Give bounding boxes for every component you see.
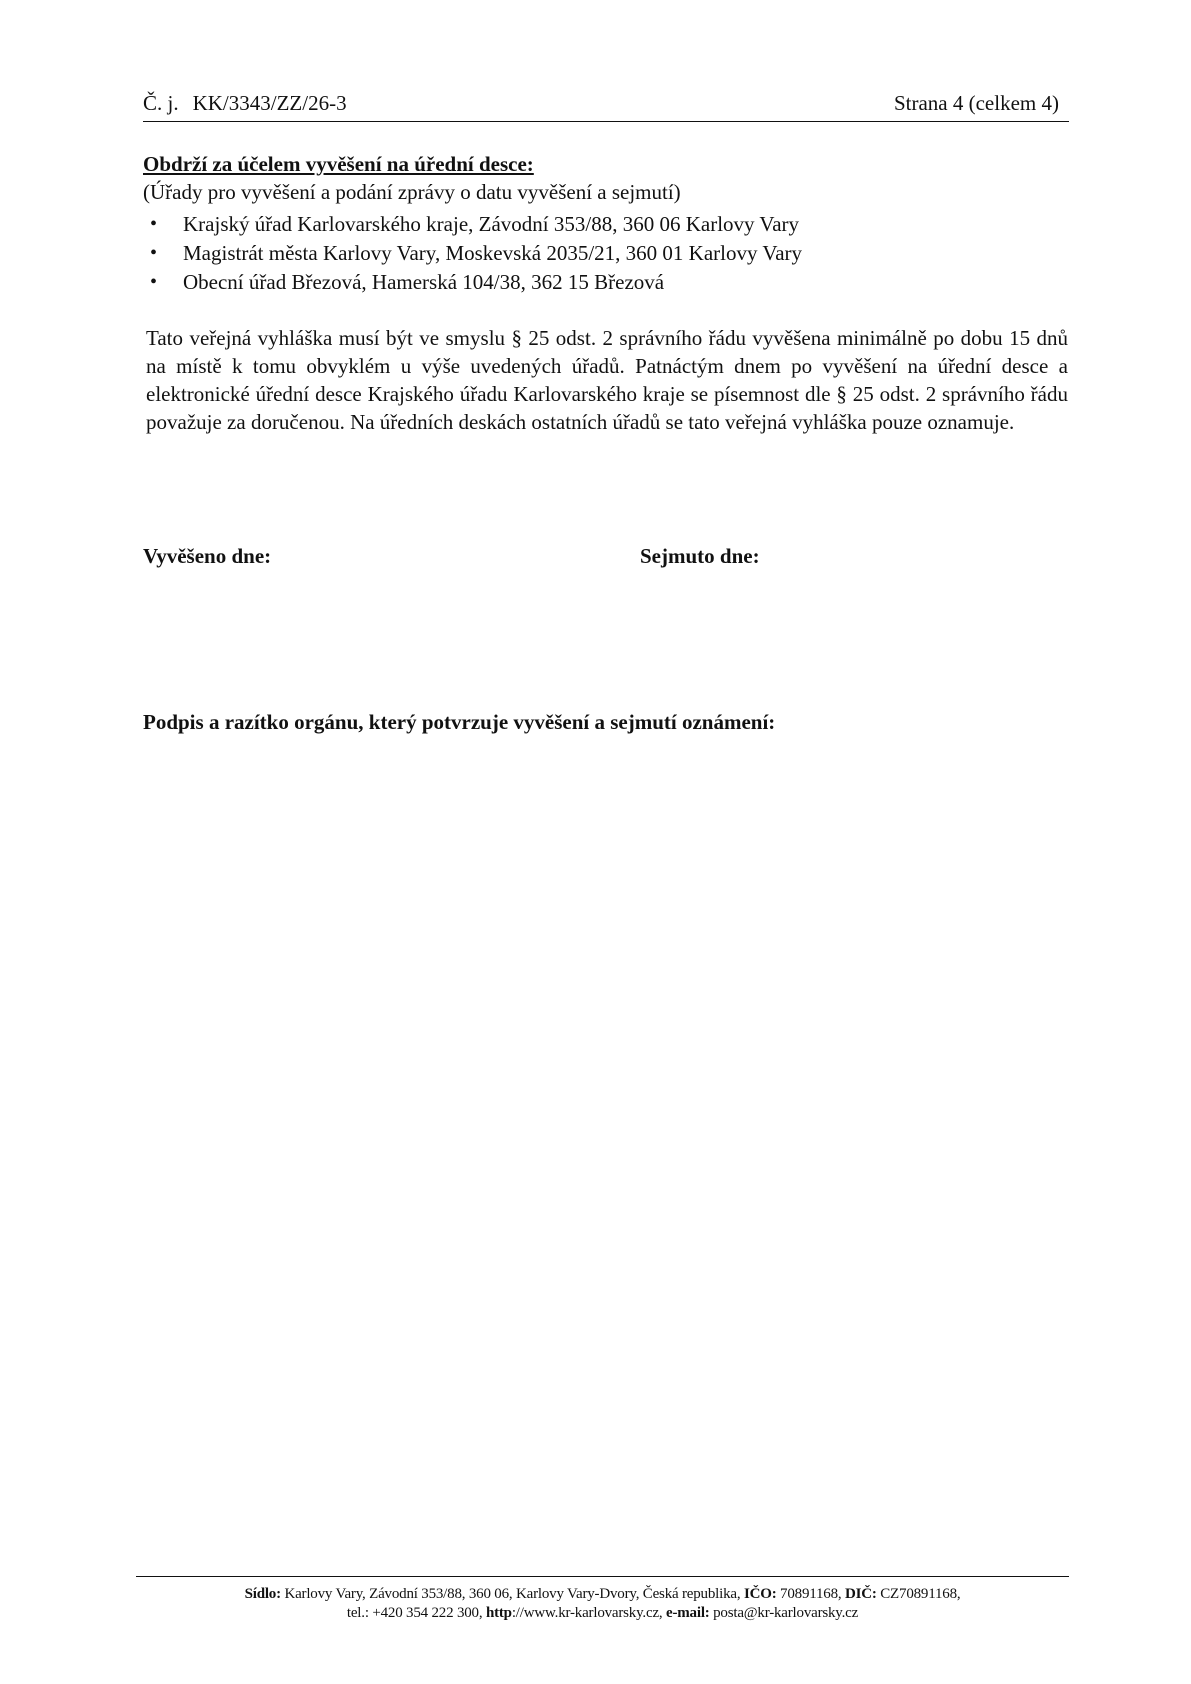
- list-item: • Obecní úřad Březová, Hamerská 104/38, 362 15 Březová: [143, 268, 1069, 297]
- reference-number: [143, 91, 347, 116]
- posted-date-label: Vyvěšeno dne:: [143, 544, 272, 568]
- footer-ico-label: IČO:: [743, 1586, 777, 1602]
- footer-line-1: [136, 1585, 1069, 1604]
- distribution-title: Obdrží za účelem vyvěšení na úřední desce:: [143, 152, 534, 176]
- footer-ico-value: 70891168,: [776, 1586, 845, 1602]
- footer-divider: [136, 1576, 1069, 1577]
- footer-website[interactable]: ://www.kr-karlovarsky.cz,: [511, 1605, 666, 1621]
- footer-http-label: http: [485, 1605, 512, 1621]
- footer-dic-value: CZ70891168,: [876, 1586, 961, 1602]
- footer-dic-label: DIČ:: [845, 1586, 877, 1602]
- footer-email-label: e-mail:: [666, 1605, 710, 1621]
- notice-paragraph: Tato veřejná vyhláška musí být ve smyslu § 25 odst. 2 správního řádu vyvěšena minimálně po dobu 15 dnů na místě k tomu obvyklém u výše uvedených úřadů. Patnáctým dnem po vyvěšení na úřední desce a elektronické úřední desce Krajského úřadu Karlovarského kraje se písemnost dle § 25 odst. 2 správního řádu považuje za doručenou. Na úředních deskách ostatních úřadů se tato veřejná vyhláška pouze oznamuje.: [146, 326, 1068, 434]
- reference-prefix: Č. j.: [143, 91, 179, 115]
- footer-seat-text: Karlovy Vary, Závodní 353/88, 360 06, Karlovy Vary-Dvory, Česká republika,: [280, 1586, 744, 1602]
- recipient-list: [143, 210, 1069, 297]
- footer-line-2: [136, 1604, 1069, 1623]
- list-item: • Krajský úřad Karlovarského kraje, Závodní 353/88, 360 06 Karlovy Vary: [143, 210, 1069, 239]
- footer-seat-label: Sídlo:: [244, 1586, 281, 1602]
- footer-phone: tel.: +420 354 222 300,: [346, 1605, 486, 1621]
- page-number: Strana 4 (celkem 4): [893, 91, 1059, 115]
- page-header: [143, 91, 1069, 122]
- page-footer: [136, 1585, 1069, 1623]
- signature-label: Podpis a razítko orgánu, který potvrzuje vyvěšení a sejmutí oznámení:: [143, 710, 776, 734]
- removed-date-label: Sejmuto dne:: [640, 544, 760, 568]
- reference-value: KK/3343/ZZ/26-3: [192, 91, 347, 115]
- list-item: • Magistrát města Karlovy Vary, Moskevská 2035/21, 360 01 Karlovy Vary: [143, 239, 1069, 268]
- footer-email[interactable]: posta@kr-karlovarsky.cz: [709, 1605, 859, 1621]
- distribution-subtitle: (Úřady pro vyvěšení a podání zprávy o datu vyvěšení a sejmutí): [143, 180, 681, 204]
